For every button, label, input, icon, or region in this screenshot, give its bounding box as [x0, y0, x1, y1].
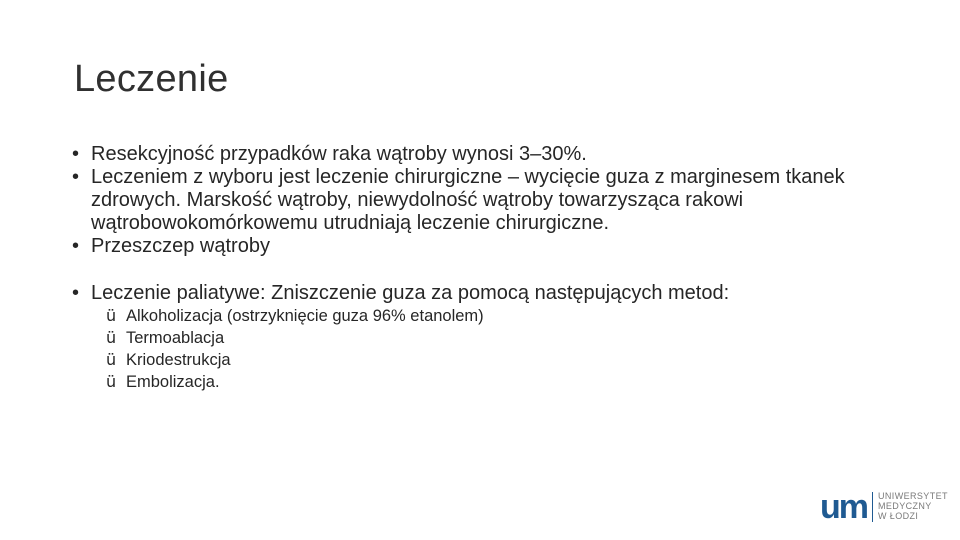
bullet-item: • Przeszczep wątroby: [72, 235, 872, 258]
logo-divider: [872, 492, 873, 522]
sub-item-label: Alkoholizacja (ostrzyknięcie guza 96% etanolem): [126, 307, 484, 325]
bullet-list: [72, 143, 872, 393]
bullet-item: • Resekcyjność przypadków raka wątroby wynosi 3–30%.: [72, 143, 872, 166]
bullet-item: • Leczenie paliatywe: Zniszczenie guza za pomocą następujących metod:: [72, 282, 872, 305]
sub-item-label: Termoablacja: [126, 329, 225, 347]
logo-line: W ŁODZI: [878, 511, 919, 521]
logo-line: UNIWERSYTET: [878, 491, 948, 501]
logo-mark: um: [820, 488, 867, 526]
bullet-item: • Leczeniem z wyboru jest leczenie chirurgiczne – wycięcie guza z marginesem tkanek zdrowych. Marskość wątroby, niewydolność wątroby towarzysząca rakowi wątrobowokomórkowemu utrudniają leczenie chirurgiczne.: [72, 166, 872, 235]
check-icon: ü: [106, 306, 117, 325]
sub-item-label: Kriodestrukcja: [126, 351, 231, 369]
sub-item-label: Embolizacja.: [126, 373, 220, 391]
sub-item: [106, 349, 872, 371]
sub-item: [106, 327, 872, 349]
sub-item: [106, 305, 872, 327]
logo-line: MEDYCZNY: [878, 501, 932, 511]
check-icon: ü: [106, 328, 117, 347]
slide-title: Leczenie: [74, 58, 229, 100]
check-icon: ü: [106, 350, 117, 369]
sub-list: [72, 305, 872, 393]
check-icon: ü: [106, 372, 117, 391]
sub-item: [106, 371, 872, 393]
logo-text: [878, 491, 958, 521]
